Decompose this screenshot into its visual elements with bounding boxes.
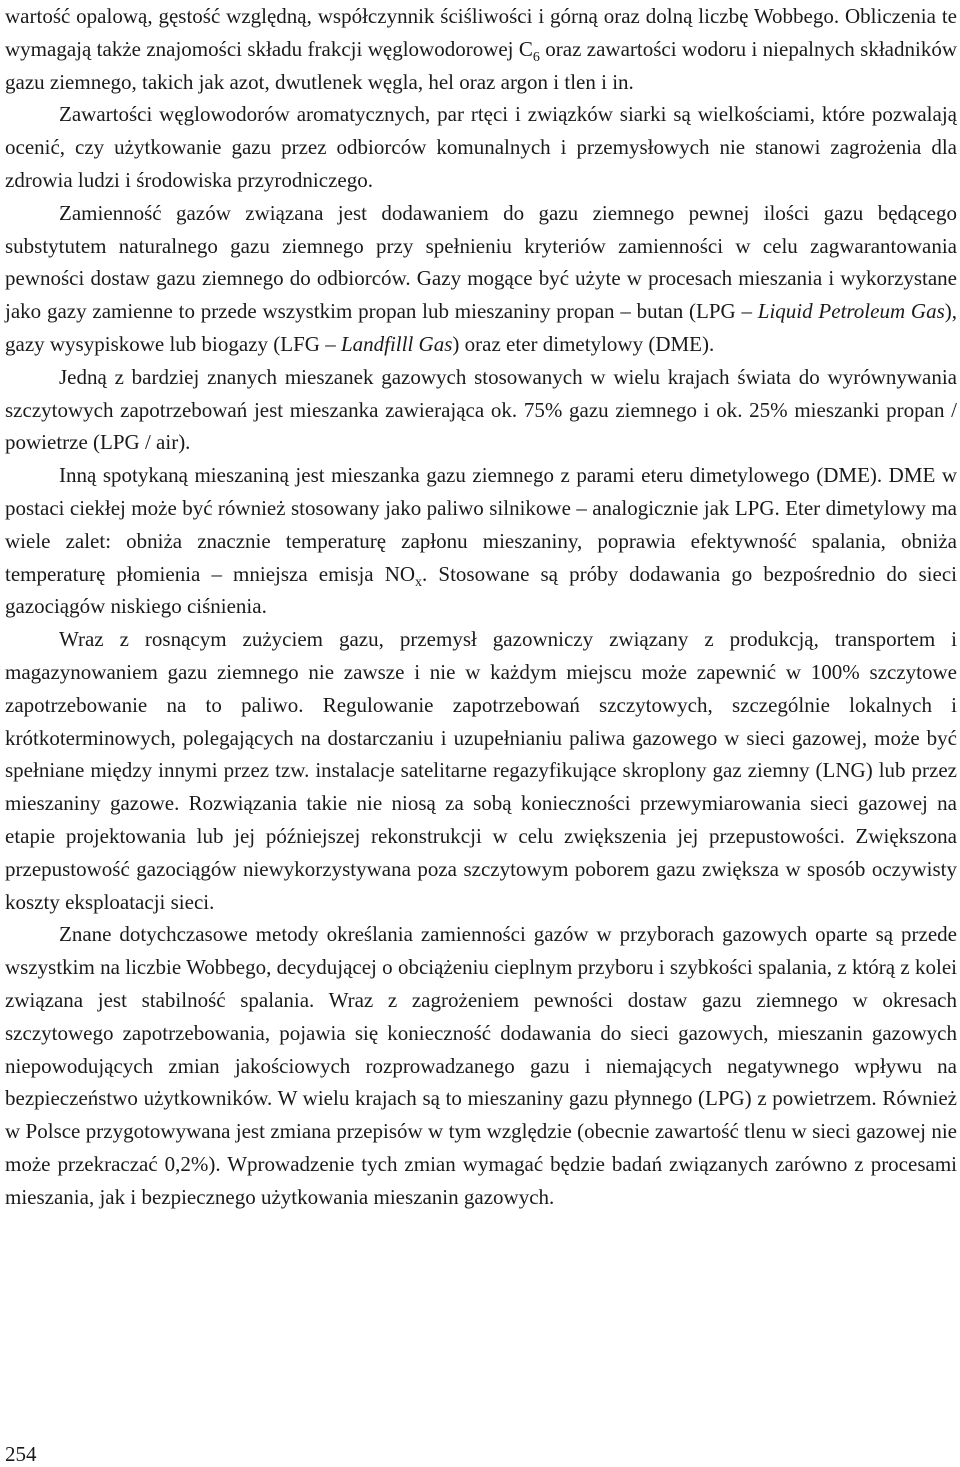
- text-run: Wraz z rosnącym zużyciem gazu, przemysł gazowniczy związany z produkcją, transportem i magazynowaniem gazu ziemnego nie zawsze i nie w każdym miejscu może zapewnić w 100% szczytowe zapotrzebowanie na to paliwo. Regulowanie zapotrzebowań szczytowych, szczególnie lokalnych i krótkoterminowych, polegających na dostarczaniu i uzupełnianiu paliwa gazowego w sieci gazowej, może być spełniane między innymi przez tzw. instalacje satelitarne regazyfikujące skroplony gaz ziemny (LNG) lub przez mieszaniny gazowe. Rozwiązania takie nie niosą za sobą konieczności przewymiarowania sieci gazowej na etapie projektowania lub jej późniejszej rekonstrukcji w celu zwiększenia jej przepustowości. Zwiększona przepustowość gazociągów niewykorzystywana poza szczytowym poborem gazu zwiększa w sposób oczywisty koszty eksploatacji sieci.: [5, 627, 957, 914]
- text-run: wartość opalową, gęstość względną, współczynnik ściśliwości i górną oraz dolną liczbę Wobbego. Obliczenia te wymagają także znajomości składu frakcji węglowodorowej C: [5, 4, 957, 61]
- page-body: [5, 0, 957, 1213]
- text-run: ), gazy wysypiskowe lub biogazy (LFG –: [5, 299, 957, 356]
- body-paragraph: [5, 361, 957, 459]
- text-run: Zamienność gazów związana jest dodawaniem do gazu ziemnego pewnej ilości gazu będącego substytutem naturalnego gazu ziemnego przy spełnieniu kryteriów zamienności w celu zagwarantowania pewności dostaw gazu ziemnego do odbiorców. Gazy mogące być użyte w procesach mieszania i wykorzystane jako gazy zamienne to przede wszystkim propan lub mieszaniny propan – butan (LPG –: [5, 200, 957, 324]
- subscript: x: [415, 574, 423, 590]
- italic-term: Landfilll Gas: [340, 331, 453, 356]
- text-run: oraz zawartości wodoru i niepalnych składników gazu ziemnego, takich jak azot, dwutlenek węgla, hel oraz argon i tlen i in.: [5, 36, 957, 94]
- text-run: Inną spotykaną mieszaniną jest mieszanka gazu ziemnego z parami eteru dimetylowego (DME). DME w postaci ciekłej może być również stosowany jako paliwo silnikowe – analogicznie jak LPG. Eter dimetylowy ma wiele zalet: obniża znacznie temperaturę zapłonu mieszaniny, poprawia efektywność spalania, obniża temperaturę płomienia – mniejsza emisja NO: [5, 463, 957, 586]
- body-paragraph: [5, 197, 957, 361]
- text-run: . Stosowane są próby dodawania go bezpośrednio do sieci gazociągów niskiego ciśnienia.: [5, 561, 957, 619]
- page-number: 254: [5, 1442, 37, 1466]
- text-run: Znane dotychczasowe metody określania zamienności gazów w przyborach gazowych oparte są przede wszystkim na liczbie Wobbego, decydującej o obciążeniu cieplnym przyboru i szybkości spalania, z którą z kolei związana jest stabilność spalania. Wraz z zagrożeniem pewności dostaw gazu ziemnego w okresach szczytowego zapotrzebowania, pojawia się konieczność dodawania do sieci gazowych, mieszanin gazowych niepowodujących zmian jakościowych rozprowadzanego gazu i niemających negatywnego wpływu na bezpieczeństwo użytkowników. W wielu krajach są to mieszaniny gazu płynnego (LPG) z powietrzem. Również w Polsce przygotowywana jest zmiana przepisów w tym względzie (obecnie zawartość tlenu w sieci gazowej nie może przekraczać 0,2%). Wprowadzenie tych zmian wymagać będzie badań związanych zarówno z procesami mieszania, jak i bezpiecznego użytkowania mieszanin gazowych.: [5, 922, 957, 1209]
- body-paragraph: [5, 0, 957, 98]
- body-paragraph: [5, 918, 957, 1213]
- italic-term: Liquid Petroleum Gas: [757, 299, 945, 324]
- body-paragraph: [5, 459, 957, 623]
- text-run: Zawartości węglowodorów aromatycznych, par rtęci i związków siarki są wielkościami, które pozwalają ocenić, czy użytkowanie gazu przez odbiorców komunalnych i przemysłowych nie stanowi zagrożenia dla zdrowia ludzi i środowiska przyrodniczego.: [5, 102, 957, 192]
- body-paragraph: [5, 623, 957, 918]
- text-run: Jedną z bardziej znanych mieszanek gazowych stosowanych w wielu krajach świata do wyrównywania szczytowych zapotrzebowań jest mieszanka zawierająca ok. 75% gazu ziemnego i ok. 25% mieszanki propan / powietrze (LPG / air).: [5, 364, 957, 455]
- text-run: ) oraz eter dimetylowy (DME).: [452, 331, 715, 356]
- subscript: 6: [532, 49, 540, 65]
- body-paragraph: [5, 98, 957, 196]
